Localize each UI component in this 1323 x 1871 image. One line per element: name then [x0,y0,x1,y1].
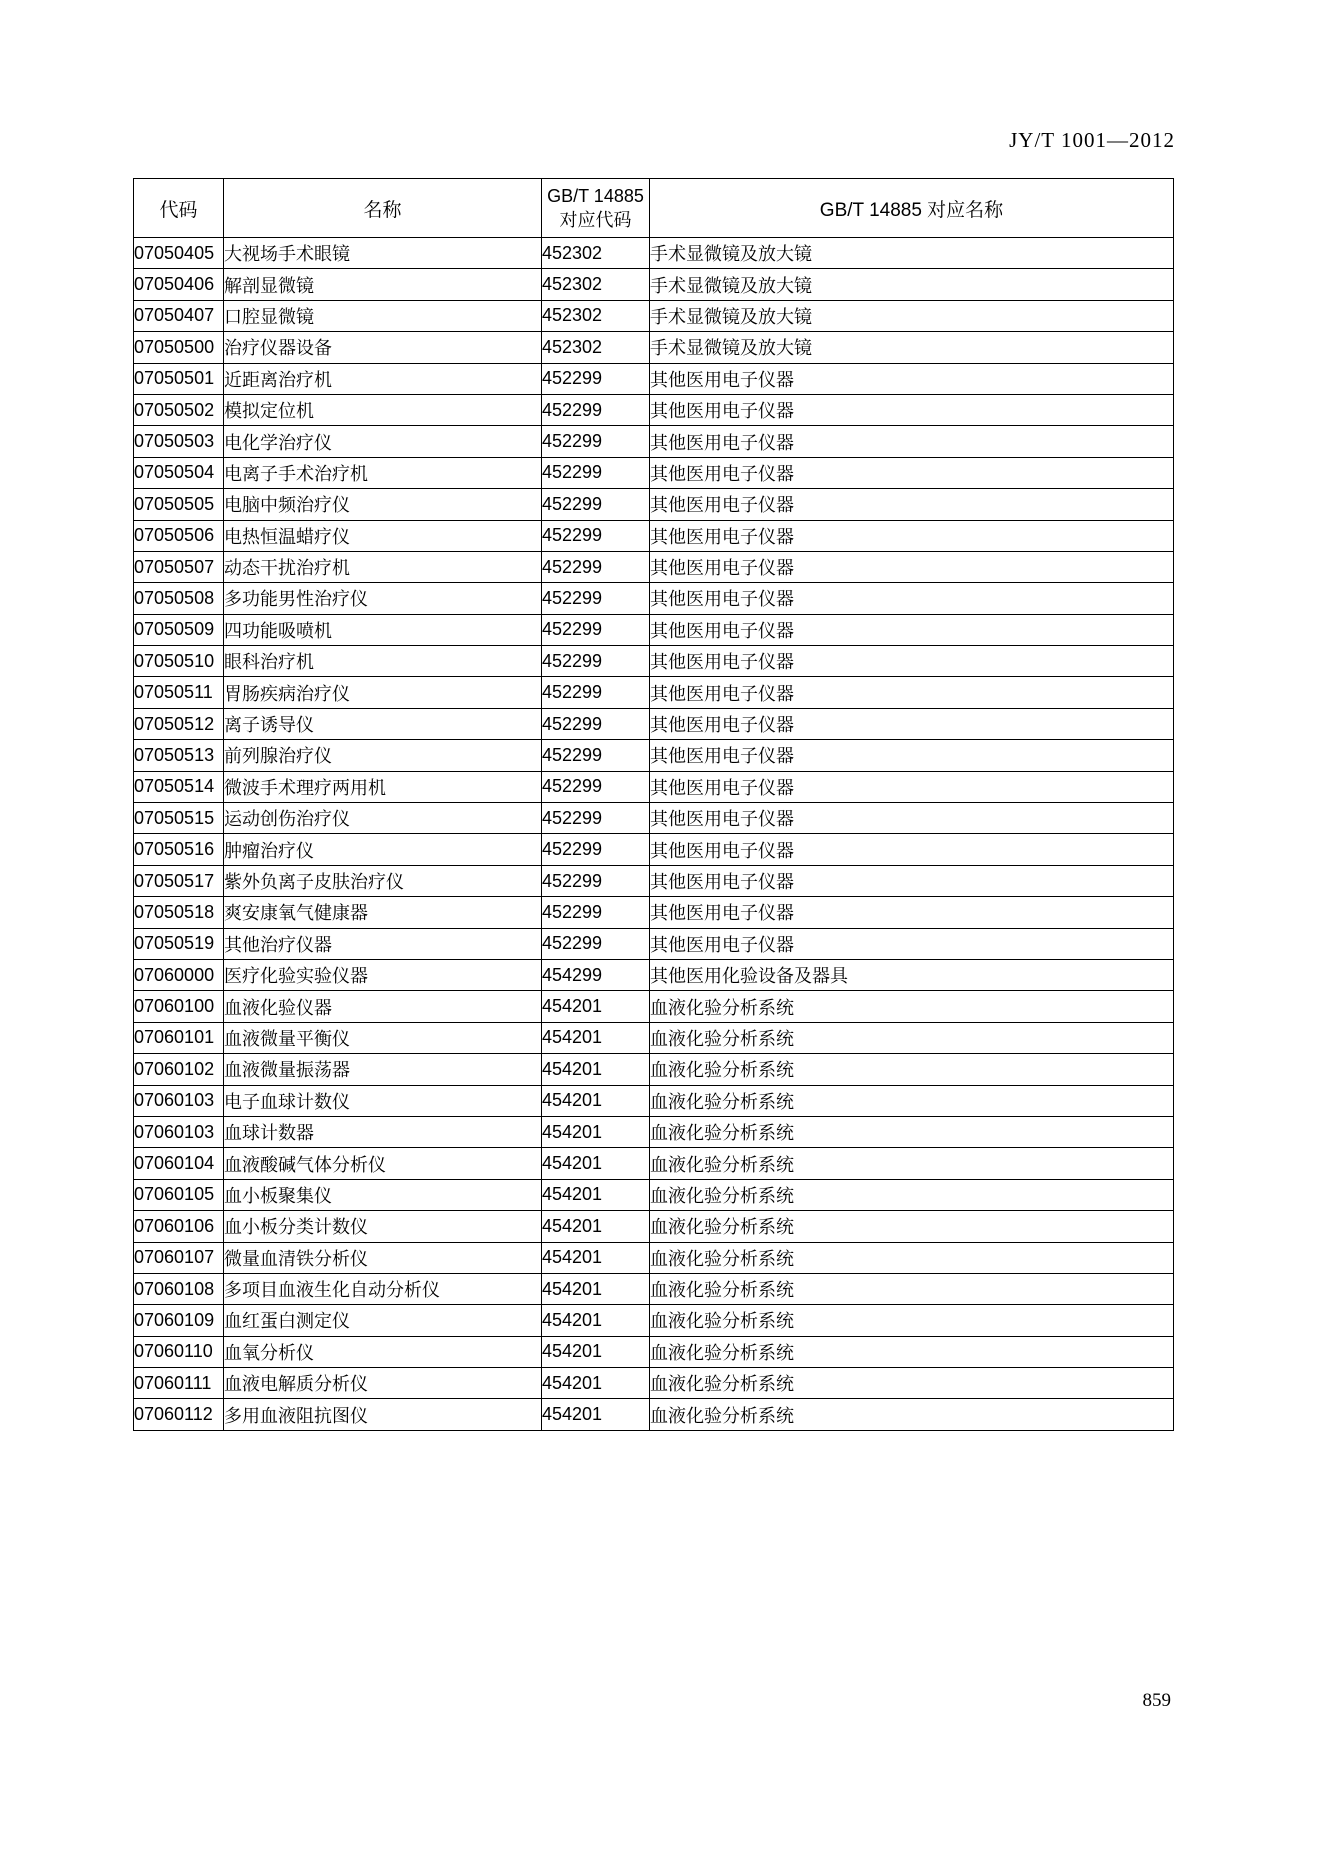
cell-code: 07050514 [134,771,224,802]
cell-gb-code: 452299 [542,426,650,457]
cell-gb-name: 其他医用电子仪器 [650,363,1174,394]
cell-code: 07060100 [134,991,224,1022]
classification-table [133,178,1174,1431]
cell-name: 口腔显微镜 [224,300,542,331]
cell-gb-name: 其他医用电子仪器 [650,708,1174,739]
cell-name: 爽安康氧气健康器 [224,897,542,928]
cell-code: 07050507 [134,551,224,582]
column-header-gb-code [542,179,650,238]
cell-code: 07060106 [134,1211,224,1242]
table-row [134,1211,1174,1242]
cell-code: 07050515 [134,803,224,834]
table-row [134,1054,1174,1085]
table-row [134,1399,1174,1430]
cell-code: 07060104 [134,1148,224,1179]
cell-gb-name: 手术显微镜及放大镜 [650,300,1174,331]
cell-code: 07060101 [134,1022,224,1053]
cell-gb-name: 其他医用电子仪器 [650,740,1174,771]
cell-gb-code: 454201 [542,1085,650,1116]
cell-gb-name: 血液化验分析系统 [650,1211,1174,1242]
cell-name: 肿瘤治疗仪 [224,834,542,865]
cell-gb-code: 452299 [542,708,650,739]
cell-code: 07060103 [134,1085,224,1116]
cell-name: 电热恒温蜡疗仪 [224,520,542,551]
table-row [134,1085,1174,1116]
cell-gb-code: 454201 [542,1211,650,1242]
table-row [134,1368,1174,1399]
table-row [134,238,1174,269]
cell-name: 血液化验仪器 [224,991,542,1022]
cell-gb-code: 454201 [542,1305,650,1336]
page-number: 859 [1142,1690,1171,1711]
cell-gb-name: 血液化验分析系统 [650,1336,1174,1367]
cell-gb-name: 其他医用电子仪器 [650,646,1174,677]
cell-gb-name: 其他医用电子仪器 [650,834,1174,865]
cell-gb-code: 452299 [542,646,650,677]
cell-gb-code: 452299 [542,457,650,488]
cell-gb-code: 452299 [542,897,650,928]
cell-gb-code: 452302 [542,300,650,331]
column-header-code: 代码 [134,179,224,238]
classification-table-wrapper [133,178,1173,1431]
cell-name: 紫外负离子皮肤治疗仪 [224,865,542,896]
cell-name: 血氧分析仪 [224,1336,542,1367]
table-row [134,1148,1174,1179]
cell-name: 前列腺治疗仪 [224,740,542,771]
cell-name: 多项目血液生化自动分析仪 [224,1273,542,1304]
cell-gb-code: 454201 [542,1179,650,1210]
cell-gb-name: 血液化验分析系统 [650,1242,1174,1273]
cell-name: 模拟定位机 [224,394,542,425]
cell-gb-code: 454201 [542,1148,650,1179]
cell-code: 07050509 [134,614,224,645]
cell-gb-code: 452299 [542,363,650,394]
table-row [134,708,1174,739]
cell-code: 07050505 [134,489,224,520]
cell-name: 解剖显微镜 [224,269,542,300]
table-row [134,803,1174,834]
cell-gb-code: 452302 [542,332,650,363]
cell-name: 大视场手术眼镜 [224,238,542,269]
cell-name: 血球计数器 [224,1116,542,1147]
table-row [134,614,1174,645]
cell-gb-code: 454201 [542,1336,650,1367]
cell-gb-name: 其他医用电子仪器 [650,865,1174,896]
cell-gb-name: 血液化验分析系统 [650,1368,1174,1399]
cell-gb-code: 452299 [542,677,650,708]
table-row [134,551,1174,582]
table-row [134,771,1174,802]
table-row [134,363,1174,394]
cell-name: 治疗仪器设备 [224,332,542,363]
cell-name: 血小板聚集仪 [224,1179,542,1210]
cell-gb-name: 其他医用电子仪器 [650,394,1174,425]
cell-gb-name: 其他医用电子仪器 [650,897,1174,928]
cell-gb-name: 其他医用电子仪器 [650,457,1174,488]
cell-code: 07060102 [134,1054,224,1085]
cell-code: 07050510 [134,646,224,677]
cell-code: 07060112 [134,1399,224,1430]
table-row [134,897,1174,928]
cell-gb-code: 452299 [542,520,650,551]
cell-code: 07050500 [134,332,224,363]
cell-code: 07050407 [134,300,224,331]
cell-name: 医疗化验实验仪器 [224,959,542,990]
table-row [134,583,1174,614]
cell-code: 07050511 [134,677,224,708]
cell-gb-code: 454201 [542,1022,650,1053]
cell-gb-name: 血液化验分析系统 [650,1305,1174,1336]
cell-gb-code: 454201 [542,1116,650,1147]
cell-name: 近距离治疗机 [224,363,542,394]
cell-code: 07050517 [134,865,224,896]
cell-name: 血液酸碱气体分析仪 [224,1148,542,1179]
cell-name: 多功能男性治疗仪 [224,583,542,614]
cell-gb-name: 血液化验分析系统 [650,1273,1174,1304]
cell-gb-name: 血液化验分析系统 [650,1054,1174,1085]
cell-gb-code: 452302 [542,238,650,269]
cell-name: 离子诱导仪 [224,708,542,739]
cell-gb-code: 452299 [542,928,650,959]
cell-name: 电化学治疗仪 [224,426,542,457]
cell-code: 07050504 [134,457,224,488]
table-row [134,457,1174,488]
cell-code: 07060107 [134,1242,224,1273]
cell-gb-name: 其他医用电子仪器 [650,426,1174,457]
cell-gb-code: 454201 [542,1054,650,1085]
table-row [134,959,1174,990]
cell-gb-code: 452299 [542,394,650,425]
cell-gb-name: 手术显微镜及放大镜 [650,238,1174,269]
table-row [134,332,1174,363]
table-header [134,179,1174,238]
table-row [134,1305,1174,1336]
cell-code: 07050405 [134,238,224,269]
table-row [134,928,1174,959]
cell-code: 07050503 [134,426,224,457]
cell-name: 电脑中频治疗仪 [224,489,542,520]
cell-name: 眼科治疗机 [224,646,542,677]
column-header-gb-name: GB/T 14885 对应名称 [650,179,1174,238]
cell-code: 07050516 [134,834,224,865]
cell-name: 血小板分类计数仪 [224,1211,542,1242]
table-row [134,520,1174,551]
table-row [134,1179,1174,1210]
cell-gb-name: 血液化验分析系统 [650,991,1174,1022]
cell-code: 07060103 [134,1116,224,1147]
column-header-gb-code-line2: 对应代码 [559,210,632,230]
table-row [134,1116,1174,1147]
cell-name: 电离子手术治疗机 [224,457,542,488]
table-body [134,238,1174,1431]
cell-name: 血液微量平衡仪 [224,1022,542,1053]
cell-gb-name: 其他医用化验设备及器具 [650,959,1174,990]
cell-code: 07060111 [134,1368,224,1399]
cell-code: 07050518 [134,897,224,928]
table-row [134,426,1174,457]
table-row [134,834,1174,865]
cell-gb-code: 454201 [542,1242,650,1273]
cell-gb-code: 454201 [542,1368,650,1399]
table-row [134,1273,1174,1304]
cell-gb-code: 454201 [542,991,650,1022]
table-row [134,394,1174,425]
cell-code: 07050508 [134,583,224,614]
table-row [134,1022,1174,1053]
cell-code: 07050406 [134,269,224,300]
cell-gb-name: 血液化验分析系统 [650,1148,1174,1179]
table-row [134,677,1174,708]
cell-gb-code: 452299 [542,803,650,834]
cell-name: 微波手术理疗两用机 [224,771,542,802]
page-header-standard-number: JY/T 1001—2012 [1009,128,1175,152]
table-row [134,646,1174,677]
cell-code: 07050501 [134,363,224,394]
cell-code: 07060110 [134,1336,224,1367]
cell-gb-code: 452299 [542,771,650,802]
table-row [134,269,1174,300]
cell-code: 07050502 [134,394,224,425]
cell-gb-name: 血液化验分析系统 [650,1116,1174,1147]
cell-gb-name: 其他医用电子仪器 [650,489,1174,520]
column-header-name: 名称 [224,179,542,238]
cell-name: 运动创伤治疗仪 [224,803,542,834]
cell-name: 血液电解质分析仪 [224,1368,542,1399]
cell-name: 动态干扰治疗机 [224,551,542,582]
cell-name: 多用血液阻抗图仪 [224,1399,542,1430]
cell-name: 其他治疗仪器 [224,928,542,959]
cell-gb-code: 452299 [542,614,650,645]
cell-code: 07050513 [134,740,224,771]
table-row [134,991,1174,1022]
table-row [134,300,1174,331]
table-row [134,489,1174,520]
cell-gb-name: 血液化验分析系统 [650,1399,1174,1430]
cell-name: 胃肠疾病治疗仪 [224,677,542,708]
cell-gb-code: 452299 [542,489,650,520]
cell-gb-name: 其他医用电子仪器 [650,583,1174,614]
cell-gb-name: 血液化验分析系统 [650,1179,1174,1210]
cell-gb-name: 其他医用电子仪器 [650,803,1174,834]
cell-gb-code: 452302 [542,269,650,300]
cell-gb-code: 454201 [542,1273,650,1304]
cell-code: 07050512 [134,708,224,739]
cell-code: 07060000 [134,959,224,990]
cell-gb-name: 血液化验分析系统 [650,1022,1174,1053]
cell-name: 四功能吸喷机 [224,614,542,645]
column-header-gb-code-line1: GB/T 14885 [547,185,644,206]
cell-gb-name: 其他医用电子仪器 [650,771,1174,802]
cell-gb-name: 其他医用电子仪器 [650,614,1174,645]
cell-name: 血液微量振荡器 [224,1054,542,1085]
cell-name: 微量血清铁分析仪 [224,1242,542,1273]
cell-gb-name: 其他医用电子仪器 [650,551,1174,582]
cell-gb-code: 454201 [542,1399,650,1430]
cell-gb-name: 其他医用电子仪器 [650,520,1174,551]
cell-gb-code: 452299 [542,834,650,865]
cell-name: 血红蛋白测定仪 [224,1305,542,1336]
table-row [134,865,1174,896]
cell-gb-name: 血液化验分析系统 [650,1085,1174,1116]
cell-gb-name: 其他医用电子仪器 [650,928,1174,959]
cell-code: 07050506 [134,520,224,551]
cell-code: 07050519 [134,928,224,959]
cell-name: 电子血球计数仪 [224,1085,542,1116]
table-row [134,740,1174,771]
cell-gb-name: 其他医用电子仪器 [650,677,1174,708]
cell-gb-code: 452299 [542,865,650,896]
table-header-row [134,179,1174,238]
cell-gb-name: 手术显微镜及放大镜 [650,332,1174,363]
cell-code: 07060105 [134,1179,224,1210]
cell-gb-code: 452299 [542,740,650,771]
cell-gb-code: 452299 [542,551,650,582]
cell-code: 07060108 [134,1273,224,1304]
cell-code: 07060109 [134,1305,224,1336]
table-row [134,1242,1174,1273]
cell-gb-code: 452299 [542,583,650,614]
table-row [134,1336,1174,1367]
cell-gb-name: 手术显微镜及放大镜 [650,269,1174,300]
cell-gb-code: 454299 [542,959,650,990]
